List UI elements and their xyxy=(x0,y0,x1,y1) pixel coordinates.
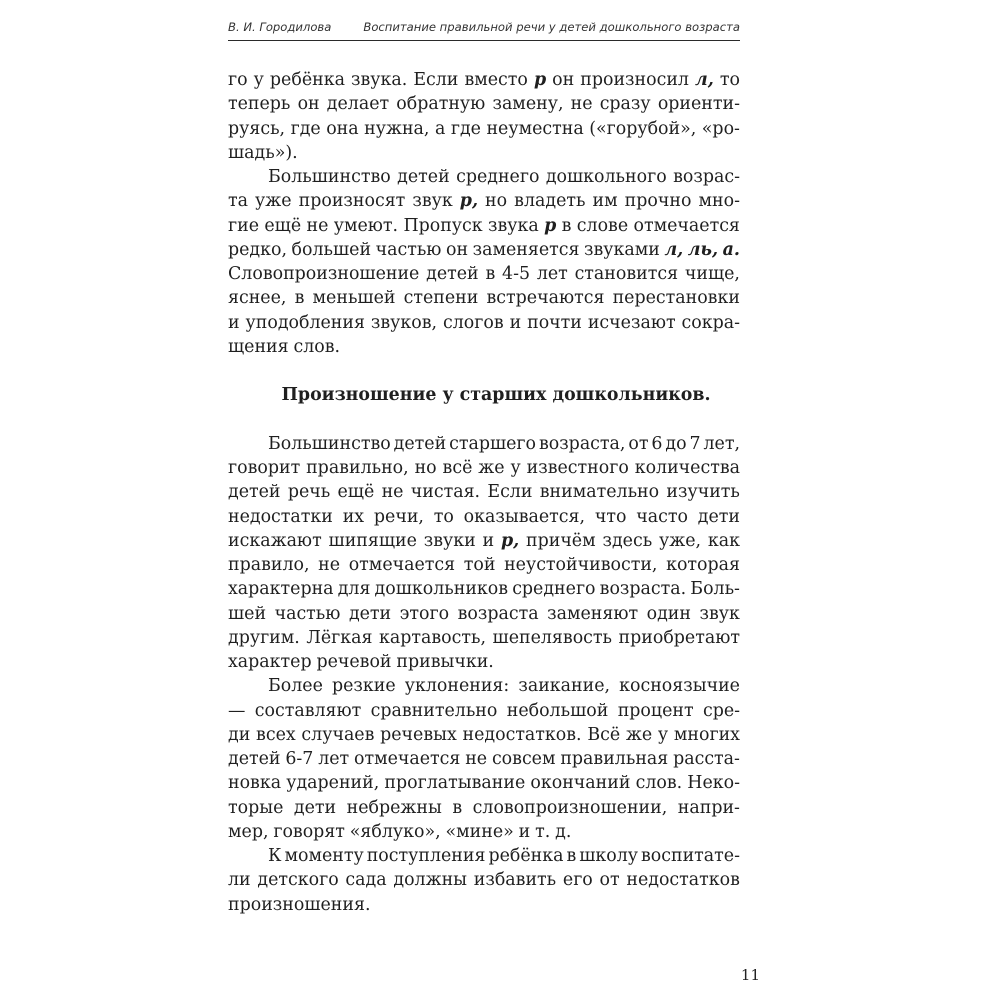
word: нужна, xyxy=(364,118,430,139)
word: небольшой xyxy=(506,700,609,721)
text-line xyxy=(228,553,740,577)
word: проглатывание xyxy=(384,773,526,794)
word: частью xyxy=(274,603,341,624)
word: картавость, xyxy=(379,627,487,648)
word: и xyxy=(509,312,522,333)
word: мно- xyxy=(698,191,740,212)
text-line xyxy=(228,820,740,844)
word: дети xyxy=(348,603,392,624)
word: она xyxy=(326,118,359,139)
text-line xyxy=(228,747,740,771)
word: составляют xyxy=(254,700,362,721)
word: ли xyxy=(228,870,251,891)
section-heading: Произношение у старших дошкольников. xyxy=(281,385,711,406)
word: 7 xyxy=(689,433,701,454)
word: старшего xyxy=(449,433,537,454)
word: лет, xyxy=(703,433,740,454)
emphasized-letter: р, xyxy=(459,191,478,212)
word: владеть xyxy=(514,191,586,212)
word: степени xyxy=(403,288,479,309)
word: избавить xyxy=(473,870,557,891)
word: неуместна xyxy=(486,118,584,139)
word: моменту xyxy=(284,846,364,866)
word: становится xyxy=(574,264,679,284)
word: возраста, xyxy=(538,433,626,454)
word: звуков, xyxy=(370,312,438,333)
text-line xyxy=(228,480,740,504)
word: другим. xyxy=(228,627,300,648)
word: известного xyxy=(526,458,629,478)
word: 6-7 xyxy=(285,749,314,769)
word: в xyxy=(566,846,577,866)
word: уклонения: xyxy=(404,676,510,697)
word: руясь, xyxy=(228,118,286,139)
word: напри- xyxy=(677,797,740,818)
word: говорит xyxy=(228,458,301,478)
word: всё xyxy=(442,458,473,478)
word: не xyxy=(381,482,404,503)
word: речевых xyxy=(380,724,457,745)
word: Пропуск xyxy=(403,215,483,236)
text-line xyxy=(228,286,740,310)
word: прочно xyxy=(624,191,692,212)
word: правильно, xyxy=(306,458,409,478)
word: у xyxy=(253,70,264,90)
word: «яблуко», xyxy=(349,821,441,842)
body-text xyxy=(228,68,740,917)
word: поступления xyxy=(366,846,486,866)
word: которая xyxy=(666,555,740,575)
word: в xyxy=(452,797,463,818)
word: звук xyxy=(699,603,740,624)
word: же xyxy=(478,458,505,478)
word: дети xyxy=(293,797,337,818)
word: то xyxy=(433,506,454,527)
word: что xyxy=(594,506,627,527)
word: перестановки xyxy=(612,288,740,309)
word: им xyxy=(592,191,618,212)
word: он xyxy=(297,94,320,115)
word: сразу xyxy=(599,94,651,115)
word: характер xyxy=(228,652,312,672)
word: встречаются xyxy=(486,288,605,309)
word: этого xyxy=(399,603,450,624)
word: Словопроизношение xyxy=(228,264,420,284)
word: резкие xyxy=(331,676,396,697)
word: многих xyxy=(673,724,740,745)
word: — xyxy=(228,700,246,721)
text-line xyxy=(228,868,740,892)
word: совсем xyxy=(491,749,556,769)
word: новка xyxy=(228,773,282,794)
word: произношения. xyxy=(228,894,371,915)
text-line xyxy=(228,117,740,141)
word: слове xyxy=(576,215,629,236)
word: дошкольного xyxy=(545,167,667,187)
emphasized-letter: р, xyxy=(500,530,520,551)
word: характерна xyxy=(228,579,334,600)
text-line xyxy=(228,189,740,213)
word: здесь xyxy=(602,530,653,551)
text-line xyxy=(228,723,740,747)
word: щения xyxy=(228,336,289,357)
word: же xyxy=(625,724,653,745)
word: говорят xyxy=(273,821,345,842)
word: т. xyxy=(535,821,551,842)
word: большей xyxy=(291,239,372,260)
word: звуки xyxy=(423,530,476,551)
word: сокра- xyxy=(681,312,740,333)
word: гие xyxy=(228,215,259,236)
word: в xyxy=(294,288,305,309)
word: «мине» xyxy=(445,821,514,842)
text-line xyxy=(228,335,740,359)
word: замену, xyxy=(492,94,564,115)
word: часто xyxy=(636,506,688,527)
word: шепелявость xyxy=(492,627,612,648)
emphasized-letter: а. xyxy=(722,239,740,260)
word: небрежны xyxy=(346,797,442,818)
word: один xyxy=(646,603,691,624)
word: произносил xyxy=(580,70,689,90)
text-line xyxy=(228,214,740,238)
emphasized-letter: ль, xyxy=(687,239,719,260)
running-header xyxy=(228,14,740,41)
word: не xyxy=(465,749,488,769)
emphasized-letter: л, xyxy=(664,239,684,260)
word: их xyxy=(342,506,365,527)
word: шей xyxy=(228,603,267,624)
word: слогов xyxy=(443,312,504,333)
text-line xyxy=(228,699,740,723)
word: привычки. xyxy=(396,652,494,672)
word: Большинство xyxy=(268,167,391,187)
text-line xyxy=(228,577,740,601)
header-author: В. И. Городилова xyxy=(228,20,332,34)
word: уже xyxy=(255,191,292,212)
word: уже, xyxy=(659,530,702,551)
word: меньшей xyxy=(312,288,396,309)
word: изучить xyxy=(666,482,740,503)
word: звуками xyxy=(584,239,660,260)
text-line xyxy=(228,432,740,456)
word: и xyxy=(482,530,495,551)
text-line xyxy=(228,796,740,820)
word: шипящие xyxy=(328,530,417,551)
word: звука. xyxy=(350,70,408,90)
word: у xyxy=(510,458,521,478)
word: речи, xyxy=(373,506,424,527)
word: а xyxy=(434,118,446,139)
text-line xyxy=(228,92,740,116)
text-line xyxy=(228,674,740,698)
word: делает xyxy=(326,94,390,115)
word: где xyxy=(290,118,321,139)
word: ударений, xyxy=(286,773,380,794)
text-line xyxy=(228,238,740,262)
word: но xyxy=(414,458,437,478)
word: Если xyxy=(413,70,459,90)
word: дошкольников xyxy=(374,579,509,600)
word: правило, xyxy=(228,555,310,575)
word: умеют. xyxy=(333,215,399,236)
word: («горубой», xyxy=(589,118,697,139)
word: заикание, xyxy=(518,676,611,697)
word: уподобления xyxy=(245,312,365,333)
word: причём xyxy=(526,530,596,551)
word: обратную xyxy=(396,94,486,115)
text-line xyxy=(228,165,740,189)
word: лет xyxy=(536,264,568,284)
emphasized-letter: л, xyxy=(695,70,714,90)
word: до xyxy=(665,433,687,454)
word: ориенти- xyxy=(657,94,740,115)
word: в xyxy=(485,264,496,284)
word: детей xyxy=(228,482,281,503)
word: от xyxy=(599,870,620,891)
word: ещё xyxy=(337,482,375,503)
word: для xyxy=(337,579,371,600)
text-line xyxy=(228,844,740,868)
word: ребёнка xyxy=(269,70,345,90)
header-book-title: Воспитание правильной речи у детей дошкольного возраста xyxy=(363,20,740,34)
word: чистая. xyxy=(410,482,481,503)
text-line xyxy=(228,650,740,674)
word: дети xyxy=(697,506,740,527)
word: та xyxy=(228,191,248,212)
word: воспитате- xyxy=(641,846,740,866)
word: Большинство xyxy=(268,433,391,454)
word: Боль- xyxy=(690,579,740,600)
word: возрас- xyxy=(673,167,740,187)
page-number: 11 xyxy=(740,966,760,984)
text-line xyxy=(228,602,740,626)
word: недостатков xyxy=(626,870,740,891)
word: недостатки xyxy=(228,506,333,527)
word: детей xyxy=(397,167,450,187)
word: среднего xyxy=(512,579,596,600)
word: мер, xyxy=(228,821,269,842)
text-line xyxy=(228,262,740,286)
word: слов. xyxy=(293,336,341,357)
word: речь xyxy=(287,482,331,503)
word: неустойчивости, xyxy=(504,555,658,575)
word: как xyxy=(707,530,740,551)
emphasized-letter: р xyxy=(533,70,547,90)
word: всех xyxy=(256,724,296,745)
word: он xyxy=(446,239,469,260)
word: заменяется xyxy=(472,239,580,260)
word: возраста. xyxy=(599,579,687,600)
word: исчезают xyxy=(587,312,676,333)
text-line xyxy=(228,626,740,650)
word: не xyxy=(570,94,593,115)
word: искажают xyxy=(228,530,322,551)
paragraph-gap xyxy=(228,359,740,383)
word: и xyxy=(228,312,240,333)
word: вместо xyxy=(464,70,528,90)
word: отмечается xyxy=(348,555,456,575)
word: оказывается, xyxy=(463,506,586,527)
word: процент xyxy=(617,700,694,721)
word: «ро- xyxy=(701,118,740,139)
word: возраста xyxy=(457,603,539,624)
word: расста- xyxy=(673,749,740,769)
word: отмечается xyxy=(353,749,461,769)
word: теперь xyxy=(228,94,291,115)
word: Более xyxy=(268,676,323,697)
word: его xyxy=(562,870,593,891)
word: и xyxy=(518,821,531,842)
word: от xyxy=(628,433,649,454)
word: звука xyxy=(488,215,539,236)
emphasized-letter: р xyxy=(544,215,557,236)
word: ребёнка xyxy=(488,846,564,866)
word: он xyxy=(552,70,575,90)
word: детей xyxy=(393,433,447,454)
word: словопроизношении, xyxy=(472,797,668,818)
word: 6 xyxy=(651,433,663,454)
paragraph-gap xyxy=(228,408,740,432)
text-line xyxy=(228,141,740,165)
word: заменяют xyxy=(547,603,639,624)
word: сравнительно xyxy=(370,700,498,721)
text-line xyxy=(228,456,740,480)
word: окончаний xyxy=(530,773,631,794)
word: внимательно xyxy=(539,482,660,503)
word: сре- xyxy=(702,700,740,721)
text-line xyxy=(228,893,740,917)
word: среднего xyxy=(456,167,540,187)
word: го xyxy=(228,70,248,90)
word: количества xyxy=(634,458,740,478)
word: редко, xyxy=(228,239,287,260)
word: Всё xyxy=(587,724,621,745)
word: чище, xyxy=(684,264,740,284)
word: речевой xyxy=(316,652,392,672)
word: 4-5 xyxy=(502,264,531,284)
word: торые xyxy=(228,797,284,818)
word: Лёгкая xyxy=(306,627,373,648)
word: правильная xyxy=(560,749,669,769)
word: должны xyxy=(393,870,468,891)
word: Неко- xyxy=(687,773,740,794)
word: отмечается xyxy=(633,215,740,236)
word: приобретают xyxy=(618,627,740,648)
word: д. xyxy=(555,821,572,842)
word: но xyxy=(485,191,508,212)
text-line xyxy=(228,311,740,335)
word: ещё xyxy=(264,215,302,236)
word: звук xyxy=(412,191,453,212)
word: лет xyxy=(318,749,350,769)
word: частью xyxy=(375,239,442,260)
word: ди xyxy=(228,724,251,745)
word: слов. xyxy=(635,773,683,794)
text-line xyxy=(228,505,740,529)
word: недостатков. xyxy=(462,724,582,745)
word: то xyxy=(719,70,740,90)
word: не xyxy=(318,555,341,575)
word: случаев xyxy=(301,724,375,745)
word: детей xyxy=(426,264,479,284)
word: Если xyxy=(487,482,533,503)
word: школу xyxy=(579,846,639,866)
word: где xyxy=(450,118,481,139)
word: сада xyxy=(345,870,387,891)
text-line xyxy=(228,771,740,795)
word: яснее, xyxy=(228,288,287,309)
text-line xyxy=(228,529,740,553)
word: не xyxy=(306,215,329,236)
word: произносят xyxy=(298,191,406,212)
word: в xyxy=(561,215,572,236)
word: почти xyxy=(527,312,582,333)
word: К xyxy=(268,846,282,866)
word: той xyxy=(463,555,496,575)
word: косноязычие xyxy=(619,676,740,697)
text-line xyxy=(228,68,740,92)
word: у xyxy=(657,724,669,745)
word: детского xyxy=(257,870,339,891)
word: шадь»). xyxy=(228,142,298,163)
word: детей xyxy=(228,749,281,769)
